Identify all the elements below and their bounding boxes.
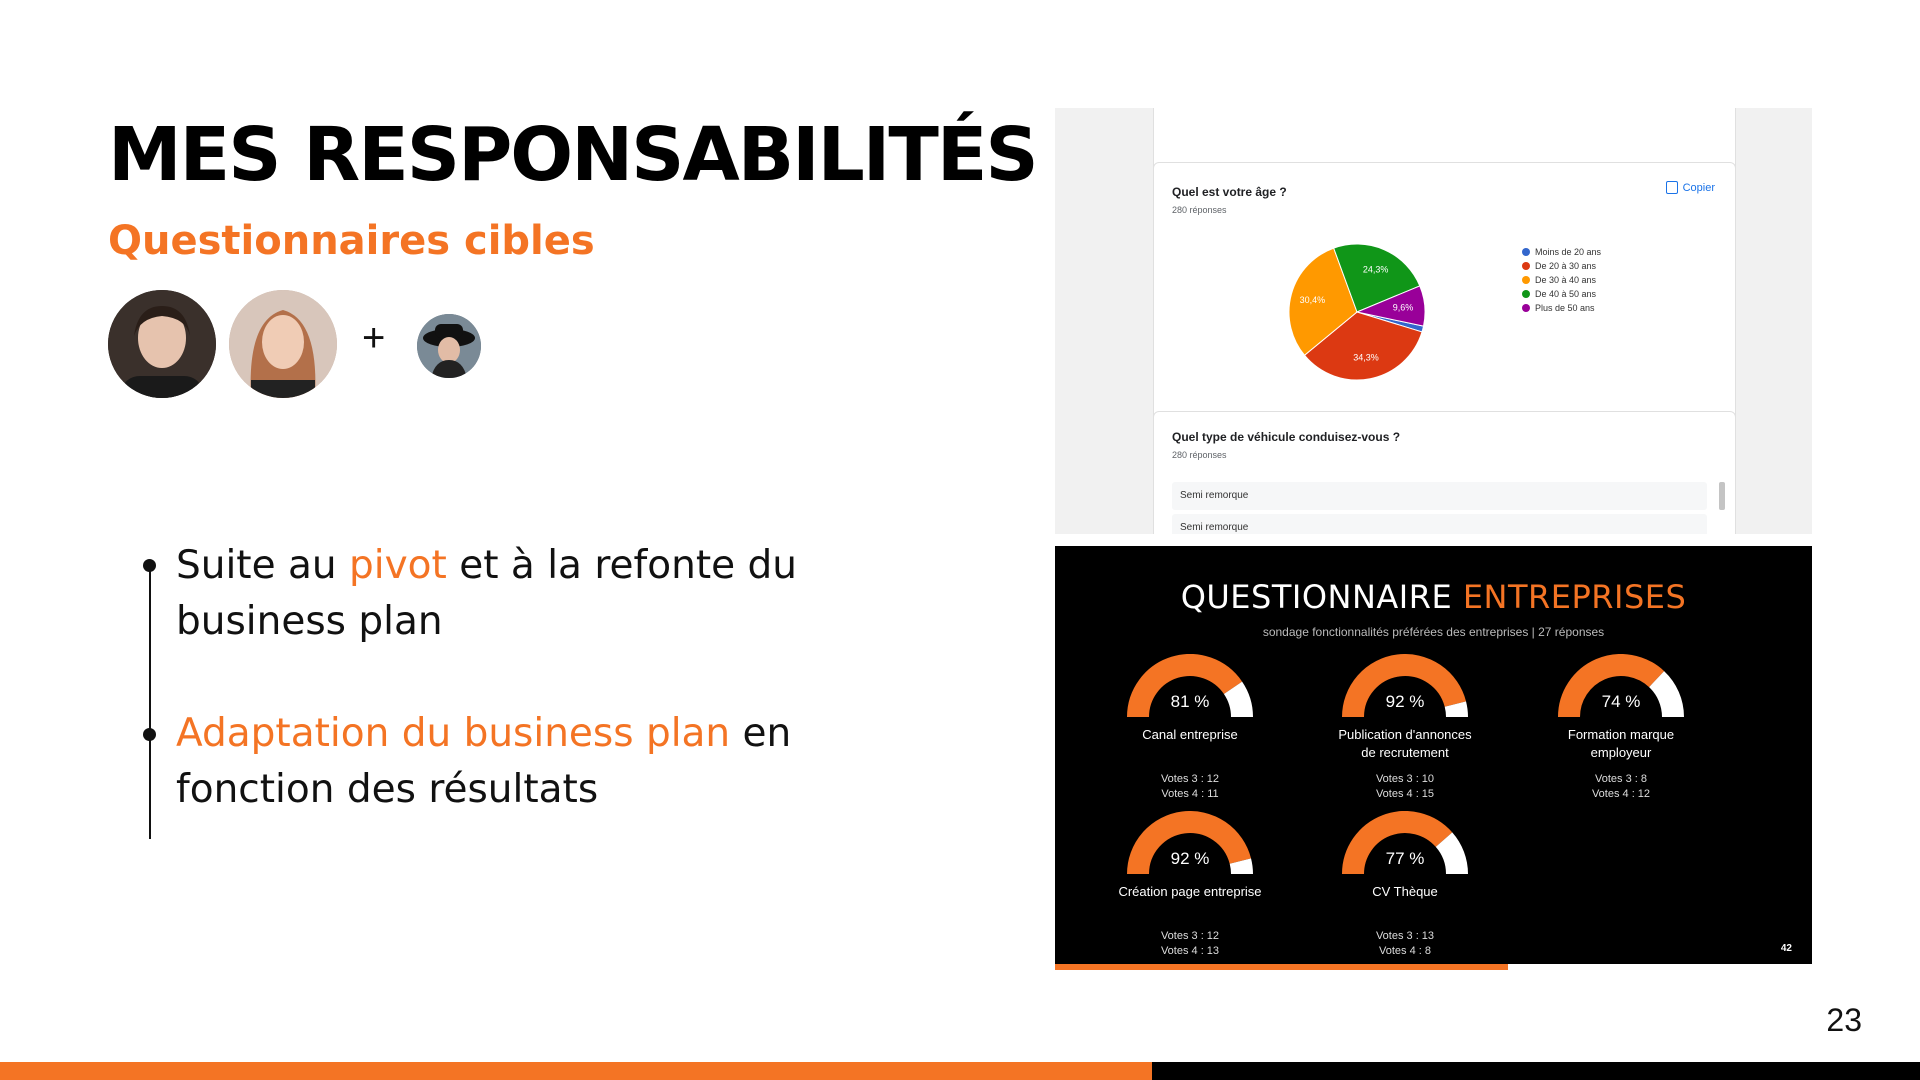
- gauge-label-line: Création page entreprise: [1118, 884, 1262, 899]
- legend-label: De 30 à 40 ans: [1535, 275, 1597, 285]
- bullet-text: en fonction des résultats: [176, 711, 792, 812]
- answer-row: Semi remorque: [1172, 514, 1707, 534]
- avatar: [417, 314, 481, 378]
- gauge: [1305, 811, 1505, 959]
- gauge-label: [1305, 726, 1505, 762]
- votes-line: Votes 4 : 15: [1375, 788, 1435, 800]
- bullet-item: [176, 706, 826, 818]
- gauge-percent: 92 %: [1170, 849, 1210, 868]
- copy-label: Copier: [1682, 181, 1715, 194]
- bullet-highlight: pivot: [349, 543, 447, 588]
- legend-swatch: [1522, 290, 1530, 298]
- slide-title: [1055, 578, 1812, 616]
- gauge-label-line: CV Thèque: [1372, 884, 1438, 899]
- legend-label: De 40 à 50 ans: [1535, 289, 1597, 299]
- legend-label: Moins de 20 ans: [1535, 247, 1602, 257]
- age-pie-chart: [1282, 237, 1432, 387]
- legend-swatch: [1522, 248, 1530, 256]
- scrollbar[interactable]: [1719, 482, 1725, 510]
- survey-slide: [1055, 546, 1812, 964]
- gauge-label-line: de recrutement: [1361, 745, 1449, 760]
- page-title: MES RESPONSABILITÉS: [108, 112, 1037, 198]
- legend-swatch: [1522, 262, 1530, 270]
- votes-line: Votes 4 : 8: [1379, 945, 1431, 957]
- legend-swatch: [1522, 276, 1530, 284]
- response-count: 280 réponses: [1172, 205, 1227, 215]
- question-title: Quel est votre âge ?: [1172, 185, 1287, 199]
- gauge: [1305, 654, 1505, 802]
- timeline-line: [149, 565, 151, 839]
- gauge: [1090, 811, 1290, 959]
- gauge-votes: [1090, 929, 1290, 959]
- gauge-label: [1090, 726, 1290, 744]
- slide-subtitle: sondage fonctionnalités préférées des entreprises | 27 réponses: [1262, 625, 1605, 639]
- slide-number: 42: [1780, 943, 1792, 954]
- legend-label: Plus de 50 ans: [1535, 303, 1595, 313]
- bullet-item: [176, 538, 826, 650]
- gauge-votes: [1521, 772, 1721, 802]
- form-card-vehicle: [1153, 411, 1736, 534]
- legend-swatch: [1522, 304, 1530, 312]
- gauge-label-line: Canal entreprise: [1142, 727, 1238, 742]
- gauge-votes: [1090, 772, 1290, 802]
- gauge-percent: 92 %: [1385, 692, 1425, 711]
- pie-legend: [1522, 245, 1601, 315]
- answer-row: Semi remorque: [1172, 482, 1707, 510]
- pie-slice-label: 30,4%: [1299, 294, 1326, 305]
- gauge-percent: 77 %: [1385, 849, 1425, 868]
- votes-line: Votes 3 : 8: [1595, 773, 1647, 785]
- bullet-text: Suite au: [176, 543, 350, 588]
- slide-title-orange: ENTREPRISES: [1462, 578, 1687, 616]
- votes-line: Votes 4 : 12: [1591, 788, 1651, 800]
- slide-title-white: QUESTIONNAIRE: [1180, 578, 1463, 616]
- votes-line: Votes 4 : 13: [1160, 945, 1220, 957]
- plus-sign: +: [362, 316, 386, 360]
- gauge-label-line: Publication d'annonces: [1338, 727, 1472, 742]
- votes-line: Votes 3 : 12: [1160, 930, 1220, 942]
- votes-line: Votes 3 : 10: [1375, 773, 1435, 785]
- slide-progress-bar: [1055, 964, 1508, 970]
- gauge-label: [1305, 883, 1505, 901]
- copy-icon: [1666, 181, 1678, 194]
- avatar: [108, 290, 216, 398]
- legend-label: De 20 à 30 ans: [1535, 261, 1597, 271]
- avatar: [229, 290, 337, 398]
- gauge-percent: 74 %: [1601, 692, 1641, 711]
- footer-bar-orange: [0, 1062, 1152, 1080]
- timeline-dot: [143, 559, 156, 572]
- legend-item: [1522, 245, 1601, 259]
- gauge-label: [1090, 883, 1290, 901]
- page-subtitle: Questionnaires cibles: [108, 218, 595, 264]
- legend-item: [1522, 287, 1601, 301]
- pie-slice-label: 9,6%: [1392, 302, 1414, 313]
- gauge-label-line: Formation marque: [1567, 727, 1675, 742]
- question-title: Quel type de véhicule conduisez-vous ?: [1172, 430, 1401, 444]
- page-number: 23: [1826, 1002, 1862, 1038]
- gauge: [1521, 654, 1721, 802]
- pie-slice-label: 34,3%: [1353, 352, 1379, 363]
- gauge: [1090, 654, 1290, 802]
- gauge-label-line: employeur: [1590, 745, 1652, 760]
- legend-item: [1522, 273, 1601, 287]
- pie-slice-label: 24,3%: [1362, 264, 1389, 275]
- gauge-votes: [1305, 929, 1505, 959]
- legend-item: [1522, 259, 1601, 273]
- bullet-highlight: Adaptation du business plan: [176, 711, 731, 756]
- votes-line: Votes 3 : 12: [1160, 773, 1220, 785]
- votes-line: Votes 4 : 11: [1161, 788, 1219, 800]
- gauge-label: [1521, 726, 1721, 762]
- gauge-percent: 81 %: [1170, 692, 1210, 711]
- footer-bar-black: [1152, 1062, 1920, 1080]
- legend-item: [1522, 301, 1601, 315]
- response-count: 280 réponses: [1172, 450, 1227, 460]
- forms-screenshot: [1055, 108, 1812, 534]
- votes-line: Votes 3 : 13: [1375, 930, 1435, 942]
- gauge-votes: [1305, 772, 1505, 802]
- timeline-dot: [143, 728, 156, 741]
- copy-button[interactable]: [1666, 181, 1715, 194]
- bullet-text: et à la refonte du business plan: [176, 543, 797, 644]
